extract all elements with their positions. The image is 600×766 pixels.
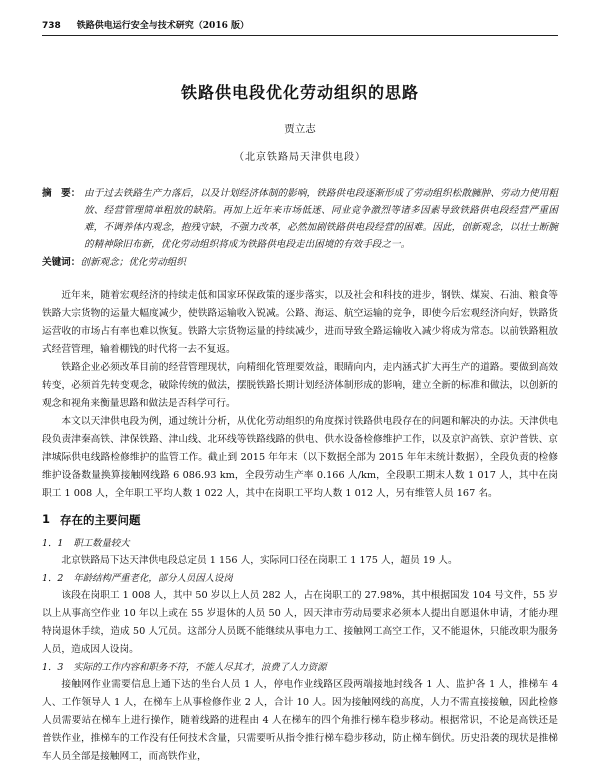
body-paragraph: 接触网作业需要信息上通下达的坐台人员 1 人，停电作业线路区段两端接地封线各 1 人、监护各 1 人，推梯车 4 人、工作领导人 1 人，在梯车上从事检修作业 2 人，合计 10 人。因为接触网线的高度，人力不需直接接触，因此检修人员需要站在梯车上进行操作，随着线路的进程由 4 人在梯车的四个角推行梯车稳步移动。根据常识，不论是高铁还是普铁作业，推梯车的工作没有任何技术含量，只需要听从指令推行梯车稳步移动，防止梯车倒伏。历史沿袭的现状是推梯车人员全部是接触网工，而高铁作业， [42, 679, 558, 762]
section-number: 1 [42, 512, 51, 526]
body-paragraph: 本文以天津供电段为例，通过统计分析，从优化劳动组织的角度探讨铁路供电段存在的问题和解决的办法。天津供电段负责津秦高铁、津保铁路、津山线、北环线等铁路线路的供电、供水设备检修维护工作，以及京沪高铁、京沪普铁、京津城际供电线路检修维护的监管工作。截止到 2015 年年末（以下数据全部为 2015 年年末统计数据），全段负责的检修维护设备数量换算接触网线路 6 086.93 km，全段劳动生产率 0.166 人/km，全段职工期末人数 1 017 人，其中在岗职工 1 008 人，全年职工平均人数 1 022 人，其中在岗职工平均人数 1 012 人，另有维管人员 167 名。 [42, 416, 558, 499]
subsection-title: 实际的工作内容和职务不符，不能人尽其才，浪费了人力资源 [73, 662, 327, 673]
author-affiliation: （北京铁路局天津供电段） [234, 152, 366, 163]
journal-title: 铁路供电运行安全与技术研究（2016 版） [76, 21, 249, 31]
page-number: 738 [42, 21, 61, 31]
subsection-heading [42, 535, 558, 552]
keywords [42, 254, 558, 271]
subsection-number: 1．1 [42, 538, 64, 549]
keywords-label: 关键词： [42, 257, 81, 268]
abstract [42, 185, 558, 253]
subsection-heading [42, 570, 558, 587]
body-paragraph: 北京铁路局下达天津供电段总定员 1 156 人，实际同口径在岗职工 1 175 人，超员 19 人。 [61, 555, 458, 566]
section-title: 存在的主要问题 [60, 513, 141, 527]
body-paragraph: 该段在岗职工 1 008 人，其中 50 岁以上人员 282 人，占在岗职工的 27.98%，其中根据国发 104 号文件，55 岁以上从事高空作业 10 年以上或在 55 岁退休的人员 50 人，因天津市劳动局要求必须本人提出自愿退休申请，才能办理特岗退休手续，造成 50 人冗员。这部分人员既不能继续从事电力工、接触网工高空工作，又不能退休，只能改职为服务人员，造成因人设岗。 [42, 590, 558, 655]
running-header [42, 18, 558, 36]
subsection-title: 职工数量较大 [73, 538, 130, 549]
article-body [42, 287, 558, 766]
article-title: 铁路供电段优化劳动组织的思路 [180, 83, 419, 102]
abstract-label: 摘 要： [42, 188, 81, 199]
abstract-text: 由于过去铁路生产力落后，以及计划经济体制的影响，铁路供电段逐渐形成了劳动组织松散臃肿、劳动力使用粗放、经营管理简单粗放的缺陷。再加上近年来市场低迷、同业竞争激烈等诸多因素导致铁路供电段经营严重困难，不调养体内观念，抱残守缺，不强力改革，必然加剧铁路供电段经营的困难。因此，创新观念，以壮士断腕的精神除旧布新，优化劳动组织将成为铁路供电段走出困境的有效手段之一。 [84, 188, 558, 250]
subsection-heading [42, 659, 558, 676]
subsection-number: 1．3 [42, 662, 64, 673]
section-heading [42, 512, 558, 528]
subsection-number: 1．2 [42, 573, 64, 584]
keywords-text: 创新观念；优化劳动组织 [80, 257, 186, 268]
subsection-title: 年龄结构严重老化，部分人员因人设岗 [73, 573, 233, 584]
body-paragraph: 铁路企业必须改革目前的经营管理现状，向精细化管理要效益，眼睛向内，走内涵式扩大再生产的道路。要做到高效转变，必须首先转变观念，破除传统的做法，摆脱铁路长期计划经济体制形成的影响，建立全新的标准和做法，以创新的观念和视角来衡量思路和做法是否科学可行。 [42, 362, 558, 409]
body-paragraph: 近年来，随着宏观经济的持续走低和国家环保政策的逐步落实，以及社会和科技的进步，钢铁、煤炭、石油、粮食等铁路大宗货物的运量大幅度减少，使铁路运输收入锐减。公路、海运、航空运输的竞争，即使今后宏观经济向好，铁路货运营收的市场占有率也难以恢复。铁路大宗货物运量的持续减少，进而导致全路运输收入减少将成为常态。以前铁路粗放式经营管理，输着棚钱的时代将一去不复返。 [42, 290, 558, 355]
author-name: 贾立志 [284, 123, 316, 135]
